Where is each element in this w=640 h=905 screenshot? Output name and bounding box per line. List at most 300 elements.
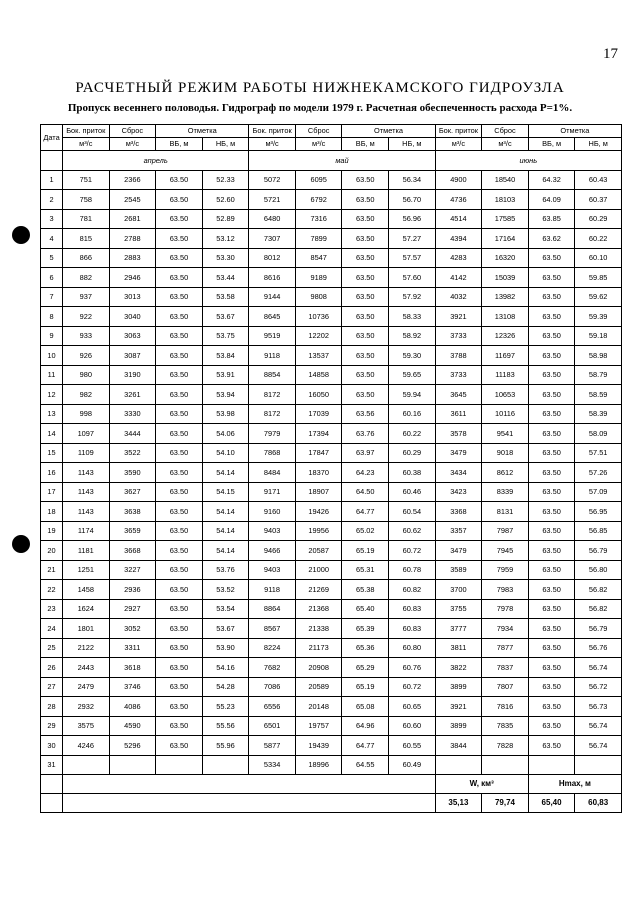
day-cell: 21 [41,560,63,580]
may-upstream-cell: 65.19 [342,541,389,561]
may-discharge-cell: 17847 [295,443,342,463]
may-upstream-cell: 63.50 [342,346,389,366]
month-label-april: апрель [63,151,249,171]
april-upstream-cell: 63.50 [156,580,203,600]
may-inflow-header: Бок. приток [249,125,296,138]
june-discharge-cell: 7983 [482,580,529,600]
june-discharge-cell: 7877 [482,638,529,658]
may-inflow-cell: 7868 [249,443,296,463]
june-downstream-cell: 58.59 [575,385,622,405]
table-row [41,560,622,580]
june-discharge-cell: 7934 [482,619,529,639]
april-discharge-cell: 2681 [109,209,156,229]
table-row [41,170,622,190]
june-downstream-cell: 56.82 [575,599,622,619]
june-inflow-cell: 3589 [435,560,482,580]
may-upstream-cell: 65.39 [342,619,389,639]
june-discharge-cell: 7828 [482,736,529,756]
june-discharge-cell: 17585 [482,209,529,229]
april-upstream-cell: 63.50 [156,599,203,619]
may-inflow-cell: 9160 [249,502,296,522]
may-downstream-cell: 60.38 [389,463,436,483]
may-discharge-cell: 18907 [295,482,342,502]
may-inflow-cell: 9519 [249,326,296,346]
april-downstream-cell: 53.98 [202,404,249,424]
day-cell: 28 [41,697,63,717]
april-discharge-cell: 3013 [109,287,156,307]
table-row [41,365,622,385]
april-downstream-cell: 55.56 [202,716,249,736]
april-inflow-cell [63,755,110,775]
june-upstream-cell: 63.50 [528,443,575,463]
may-downstream-cell: 60.72 [389,541,436,561]
april-upstream-cell: 63.50 [156,170,203,190]
april-discharge-cell: 3311 [109,638,156,658]
table-row [41,385,622,405]
june-discharge-cell: 10116 [482,404,529,424]
may-downstream-cell: 60.22 [389,424,436,444]
april-discharge-cell: 3627 [109,482,156,502]
may-discharge-cell: 12202 [295,326,342,346]
may-downstream-cell: 60.60 [389,716,436,736]
may-downstream-cell: 60.78 [389,560,436,580]
april-downstream-cell: 53.91 [202,365,249,385]
month-label-june: июнь [435,151,621,171]
totals-spacer [63,794,436,813]
april-downstream-cell: 52.33 [202,170,249,190]
april-discharge-cell: 3590 [109,463,156,483]
june-downstream-cell: 56.73 [575,697,622,717]
june-inflow-cell: 4514 [435,209,482,229]
table-row [41,541,622,561]
max-upstream-level: 65,40 [528,794,575,813]
april-inflow-cell: 1143 [63,482,110,502]
may-upstream-cell: 63.50 [342,209,389,229]
june-upstream-cell: 63.50 [528,560,575,580]
table-row [41,248,622,268]
june-upstream-cell: 63.50 [528,463,575,483]
table-row [41,190,622,210]
day-cell: 23 [41,599,63,619]
june-discharge-cell: 9541 [482,424,529,444]
table-row [41,736,622,756]
may-discharge-cell: 21000 [295,560,342,580]
april-downstream-cell: 54.10 [202,443,249,463]
table-row [41,307,622,327]
may-inflow-cell: 8645 [249,307,296,327]
april-discharge-cell: 3522 [109,443,156,463]
may-upstream-cell: 63.50 [342,268,389,288]
june-inflow-cell: 3700 [435,580,482,600]
june-inflow-cell: 3423 [435,482,482,502]
upstream-header: ВБ, м [528,138,575,151]
may-discharge-cell: 20589 [295,677,342,697]
april-upstream-cell: 63.50 [156,736,203,756]
june-downstream-cell: 60.10 [575,248,622,268]
may-upstream-cell: 63.97 [342,443,389,463]
june-downstream-cell: 58.98 [575,346,622,366]
june-discharge-cell: 7807 [482,677,529,697]
may-inflow-cell: 8484 [249,463,296,483]
june-upstream-cell: 63.85 [528,209,575,229]
runoff-table [40,124,622,813]
max-downstream-level: 60,83 [575,794,622,813]
april-downstream-cell: 54.15 [202,482,249,502]
april-discharge-cell: 2883 [109,248,156,268]
april-inflow-cell: 1143 [63,502,110,522]
may-inflow-cell: 9118 [249,580,296,600]
june-inflow-cell: 3921 [435,307,482,327]
april-discharge-cell [109,755,156,775]
june-discharge-cell: 11183 [482,365,529,385]
day-cell: 29 [41,716,63,736]
june-upstream-cell: 63.50 [528,521,575,541]
table-row [41,424,622,444]
april-downstream-cell: 53.67 [202,619,249,639]
april-upstream-cell: 63.50 [156,404,203,424]
may-upstream-cell: 64.23 [342,463,389,483]
june-discharge-cell: 18103 [482,190,529,210]
may-upstream-cell: 65.29 [342,658,389,678]
june-upstream-cell: 63.50 [528,287,575,307]
june-inflow-cell: 3755 [435,599,482,619]
april-discharge-cell: 3746 [109,677,156,697]
day-cell: 8 [41,307,63,327]
may-downstream-cell: 60.16 [389,404,436,424]
june-discharge-cell: 13982 [482,287,529,307]
april-upstream-cell: 63.50 [156,619,203,639]
june-downstream-cell: 56.79 [575,619,622,639]
april-inflow-cell: 1251 [63,560,110,580]
june-upstream-cell: 63.50 [528,424,575,444]
may-upstream-cell: 63.50 [342,229,389,249]
june-upstream-cell: 63.50 [528,716,575,736]
day-cell: 15 [41,443,63,463]
table-row [41,482,622,502]
table-row [41,443,622,463]
may-downstream-cell: 58.33 [389,307,436,327]
month-label-may: май [249,151,435,171]
june-downstream-cell: 57.51 [575,443,622,463]
may-upstream-cell: 65.40 [342,599,389,619]
april-inflow-cell: 882 [63,268,110,288]
june-downstream-cell: 57.09 [575,482,622,502]
day-cell: 26 [41,658,63,678]
table-row [41,346,622,366]
may-downstream-cell: 60.82 [389,580,436,600]
june-discharge-cell: 11697 [482,346,529,366]
table-row [41,580,622,600]
june-discharge-cell: 7816 [482,697,529,717]
may-discharge-cell: 9189 [295,268,342,288]
june-downstream-cell: 56.74 [575,716,622,736]
april-inflow-cell: 1181 [63,541,110,561]
june-discharge-cell: 8612 [482,463,529,483]
table-row [41,326,622,346]
may-upstream-cell: 63.50 [342,385,389,405]
april-inflow-cell: 781 [63,209,110,229]
april-downstream-cell: 54.14 [202,541,249,561]
april-inflow-cell: 1109 [63,443,110,463]
document-subtitle: Пропуск весеннего половодья. Гидрограф по модели 1979 г. Расчетная обеспеченность расхода P=1%. [67,102,573,114]
may-inflow-cell: 7682 [249,658,296,678]
may-inflow-cell: 9144 [249,287,296,307]
may-discharge-cell: 20587 [295,541,342,561]
totals-row-volume-labels [41,775,622,794]
may-upstream-cell: 63.50 [342,326,389,346]
june-discharge-cell [482,755,529,775]
june-inflow-cell: 3611 [435,404,482,424]
june-downstream-cell: 59.62 [575,287,622,307]
volume-label: W, км³ [435,775,528,794]
totals-spacer [41,775,63,794]
june-discharge-cell: 7978 [482,599,529,619]
april-discharge-cell: 4590 [109,716,156,736]
table-row [41,619,622,639]
april-inflow-cell: 926 [63,346,110,366]
june-discharge-cell: 8339 [482,482,529,502]
unit-header: м³/с [249,138,296,151]
june-upstream-cell: 63.50 [528,638,575,658]
june-inflow-cell: 3777 [435,619,482,639]
june-upstream-cell: 63.50 [528,541,575,561]
april-discharge-cell: 3087 [109,346,156,366]
totals-spacer [41,794,63,813]
day-cell: 10 [41,346,63,366]
june-upstream-cell: 63.50 [528,502,575,522]
june-downstream-cell: 60.37 [575,190,622,210]
may-discharge-cell: 8547 [295,248,342,268]
april-downstream-cell: 53.58 [202,287,249,307]
may-inflow-cell: 9403 [249,560,296,580]
header-row-units [41,138,622,151]
day-cell: 25 [41,638,63,658]
downstream-header: НБ, м [202,138,249,151]
june-inflow-cell: 3368 [435,502,482,522]
june-upstream-cell: 63.50 [528,268,575,288]
day-cell: 9 [41,326,63,346]
unit-header: м³/с [482,138,529,151]
may-downstream-cell: 60.83 [389,619,436,639]
june-inflow-cell: 3578 [435,424,482,444]
may-downstream-cell: 57.60 [389,268,436,288]
june-discharge-cell: 7987 [482,521,529,541]
june-upstream-cell: 63.50 [528,307,575,327]
may-inflow-cell: 7307 [249,229,296,249]
may-upstream-cell: 63.50 [342,365,389,385]
may-downstream-cell: 60.46 [389,482,436,502]
april-discharge-cell: 2545 [109,190,156,210]
may-upstream-cell: 65.02 [342,521,389,541]
table-row [41,404,622,424]
table-row [41,268,622,288]
june-downstream-cell: 56.85 [575,521,622,541]
april-discharge-cell: 2366 [109,170,156,190]
may-mark-header: Отметка [342,125,435,138]
document-title: РАСЧЕТНЫЙ РЕЖИМ РАБОТЫ НИЖНЕКАМСКОГО ГИДРОУЗЛА [75,80,565,96]
day-cell: 11 [41,365,63,385]
day-cell: 19 [41,521,63,541]
may-discharge-cell: 21173 [295,638,342,658]
june-upstream-cell [528,755,575,775]
may-downstream-cell: 57.27 [389,229,436,249]
april-inflow-cell: 980 [63,365,110,385]
may-discharge-cell: 17394 [295,424,342,444]
may-upstream-cell: 63.56 [342,404,389,424]
june-upstream-cell: 63.50 [528,599,575,619]
may-discharge-cell: 20908 [295,658,342,678]
may-discharge-cell: 13537 [295,346,342,366]
june-discharge-cell: 15039 [482,268,529,288]
may-downstream-cell: 60.83 [389,599,436,619]
may-discharge-cell: 19757 [295,716,342,736]
june-inflow-cell: 3921 [435,697,482,717]
june-discharge-cell: 18540 [482,170,529,190]
june-discharge-cell: 7837 [482,658,529,678]
april-upstream-cell: 63.50 [156,307,203,327]
may-upstream-cell: 64.50 [342,482,389,502]
may-upstream-cell: 63.50 [342,287,389,307]
may-discharge-cell: 21269 [295,580,342,600]
table-row [41,716,622,736]
day-cell: 7 [41,287,63,307]
june-discharge-cell: 7835 [482,716,529,736]
june-inflow-cell: 3899 [435,677,482,697]
april-downstream-cell: 54.06 [202,424,249,444]
totals-spacer [63,775,436,794]
june-inflow-cell: 3788 [435,346,482,366]
may-downstream-cell: 56.96 [389,209,436,229]
may-discharge-cell: 18996 [295,755,342,775]
april-upstream-cell: 63.50 [156,658,203,678]
june-upstream-cell: 63.50 [528,619,575,639]
day-cell: 31 [41,755,63,775]
may-inflow-cell: 7979 [249,424,296,444]
table-row [41,287,622,307]
day-cell: 27 [41,677,63,697]
june-inflow-cell: 4394 [435,229,482,249]
page-number: 17 [603,46,618,62]
june-inflow-cell: 3822 [435,658,482,678]
june-downstream-cell: 56.79 [575,541,622,561]
may-discharge-cell: 10736 [295,307,342,327]
april-downstream-cell: 54.16 [202,658,249,678]
june-inflow-cell: 4900 [435,170,482,190]
april-downstream-cell: 55.23 [202,697,249,717]
june-downstream-cell: 60.43 [575,170,622,190]
unit-header: м³/с [63,138,110,151]
june-discharge-cell: 8131 [482,502,529,522]
april-discharge-cell: 3659 [109,521,156,541]
april-downstream-cell: 53.30 [202,248,249,268]
april-inflow-cell: 2122 [63,638,110,658]
june-downstream-cell: 59.85 [575,268,622,288]
april-upstream-cell: 63.50 [156,502,203,522]
april-upstream-cell: 63.50 [156,638,203,658]
upstream-header: ВБ, м [156,138,203,151]
june-upstream-cell: 63.50 [528,326,575,346]
june-downstream-cell: 59.39 [575,307,622,327]
june-discharge-cell: 7945 [482,541,529,561]
may-discharge-cell: 16050 [295,385,342,405]
april-inflow-cell: 1624 [63,599,110,619]
june-inflow-cell: 3733 [435,326,482,346]
april-inflow-cell: 815 [63,229,110,249]
june-upstream-cell: 64.32 [528,170,575,190]
totals-row-values [41,794,622,813]
date-header: Дата [41,125,63,151]
june-upstream-cell: 63.50 [528,677,575,697]
april-downstream-cell: 53.44 [202,268,249,288]
may-discharge-cell: 14858 [295,365,342,385]
april-discharge-cell: 3668 [109,541,156,561]
may-downstream-cell: 60.72 [389,677,436,697]
max-level-label: Hmax, м [528,775,621,794]
april-downstream-cell: 54.14 [202,502,249,522]
day-cell: 1 [41,170,63,190]
day-cell: 13 [41,404,63,424]
may-downstream-cell: 60.55 [389,736,436,756]
june-downstream-cell: 58.39 [575,404,622,424]
june-downstream-cell: 58.79 [575,365,622,385]
may-inflow-cell: 8567 [249,619,296,639]
may-downstream-cell: 60.49 [389,755,436,775]
upstream-header: ВБ, м [342,138,389,151]
day-cell: 22 [41,580,63,600]
june-inflow-cell: 3479 [435,541,482,561]
april-upstream-cell: 63.50 [156,229,203,249]
april-upstream-cell: 63.50 [156,385,203,405]
april-downstream-cell: 52.60 [202,190,249,210]
april-discharge-cell: 3063 [109,326,156,346]
april-downstream-cell: 53.67 [202,307,249,327]
may-inflow-cell: 7086 [249,677,296,697]
april-upstream-cell: 63.50 [156,190,203,210]
day-cell: 6 [41,268,63,288]
april-inflow-cell: 937 [63,287,110,307]
table-row [41,697,622,717]
may-upstream-cell: 65.36 [342,638,389,658]
april-upstream-cell: 63.50 [156,716,203,736]
may-upstream-cell: 63.50 [342,248,389,268]
june-inflow-cell: 4032 [435,287,482,307]
june-upstream-cell: 63.50 [528,736,575,756]
april-inflow-cell: 758 [63,190,110,210]
april-downstream-cell: 55.96 [202,736,249,756]
table-row [41,521,622,541]
june-downstream-cell: 56.74 [575,736,622,756]
may-discharge-cell: 9808 [295,287,342,307]
may-upstream-cell: 64.77 [342,736,389,756]
table-row [41,658,622,678]
april-upstream-cell: 63.50 [156,365,203,385]
april-downstream-cell: 53.12 [202,229,249,249]
april-upstream-cell: 63.50 [156,697,203,717]
june-inflow-cell: 3479 [435,443,482,463]
may-discharge-cell: 19439 [295,736,342,756]
june-upstream-cell: 63.50 [528,580,575,600]
april-upstream-cell: 63.50 [156,287,203,307]
april-upstream-cell: 63.50 [156,443,203,463]
may-downstream-cell: 60.76 [389,658,436,678]
day-cell: 16 [41,463,63,483]
inflow-volume: 35,13 [435,794,482,813]
may-downstream-cell: 60.80 [389,638,436,658]
may-inflow-cell: 8172 [249,404,296,424]
table-row [41,755,622,775]
april-discharge-cell: 5296 [109,736,156,756]
day-cell: 2 [41,190,63,210]
